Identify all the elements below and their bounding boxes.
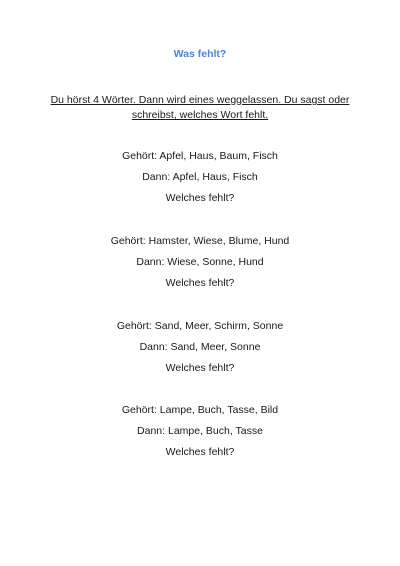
question: Welches fehlt?	[165, 446, 235, 458]
remaining-words: Dann: Sand, Meer, Sonne	[139, 341, 261, 353]
exercise-3	[0, 316, 400, 379]
remaining-words: Dann: Lampe, Buch, Tasse	[137, 425, 263, 437]
exercise-4	[0, 400, 400, 463]
heard-words: Gehört: Lampe, Buch, Tasse, Bild	[121, 404, 279, 416]
heard-words: Gehört: Sand, Meer, Schirm, Sonne	[116, 320, 284, 332]
question: Welches fehlt?	[165, 192, 235, 204]
page-title: Was fehlt?	[173, 48, 227, 60]
instructions-text: Du hörst 4 Wörter. Dann wird eines weggelassen. Du sagst oder schreibst, welches Wort fehlt.	[50, 94, 350, 121]
question: Welches fehlt?	[165, 362, 235, 374]
question: Welches fehlt?	[165, 277, 235, 289]
heard-words: Gehört: Hamster, Wiese, Blume, Hund	[110, 235, 290, 247]
remaining-words: Dann: Apfel, Haus, Fisch	[142, 171, 258, 183]
heard-words: Gehört: Apfel, Haus, Baum, Fisch	[122, 150, 278, 162]
remaining-words: Dann: Wiese, Sonne, Hund	[136, 256, 264, 268]
exercise-1	[0, 146, 400, 209]
exercise-2	[0, 231, 400, 294]
